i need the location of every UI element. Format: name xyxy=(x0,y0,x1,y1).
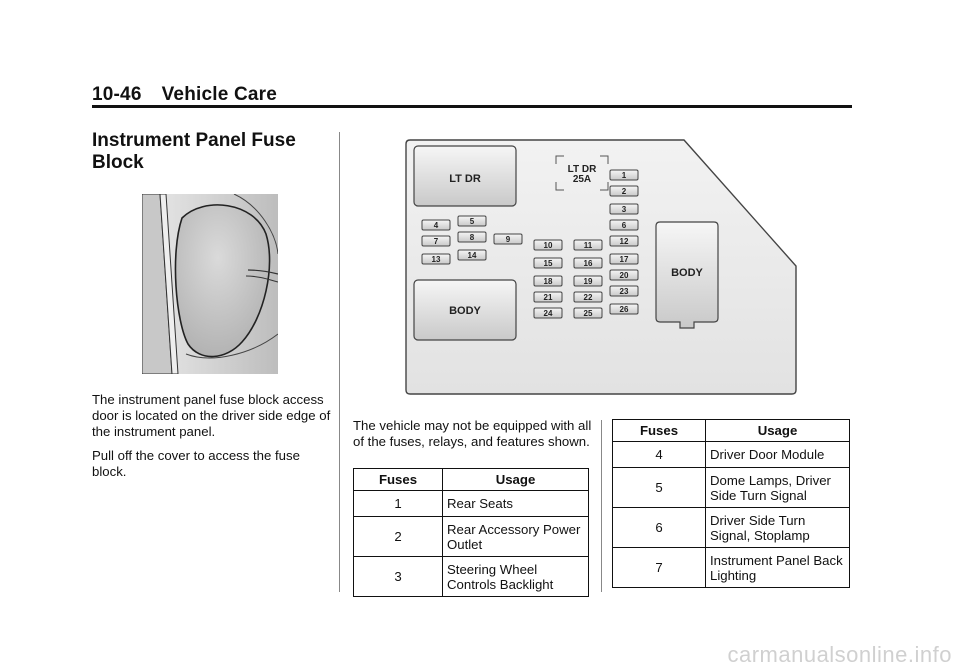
fuse-slot-label: 15 xyxy=(543,259,553,269)
fuse-slot-label: 19 xyxy=(583,277,593,287)
table-row xyxy=(613,468,850,508)
fuse-slot-label: 25 xyxy=(583,309,593,319)
fuse-number: 6 xyxy=(613,508,706,548)
fuse-slot-label: 5 xyxy=(469,217,475,227)
column-header-fuses: Fuses xyxy=(613,420,706,442)
fuse-slot-label: 24 xyxy=(543,309,553,319)
watermark: carmanualsonline.info xyxy=(727,642,952,667)
column-divider xyxy=(601,420,602,592)
fuse-slot-label: 10 xyxy=(543,241,553,251)
fuse-usage: Driver Door Module xyxy=(706,442,850,468)
table-row xyxy=(613,548,850,588)
fuse-slot-label: 12 xyxy=(619,237,629,247)
page-number: 10-46 xyxy=(92,84,142,105)
fuse-usage-table xyxy=(612,419,850,588)
fuse-usage: Rear Seats xyxy=(443,491,589,517)
fuse-slot-label: 26 xyxy=(619,305,629,315)
fuse-slot-label: 16 xyxy=(583,259,593,269)
table-row xyxy=(354,517,589,557)
fuse-usage: Dome Lamps, Driver Side Turn Signal xyxy=(706,468,850,508)
lt-dr-label: LT DR xyxy=(449,173,481,185)
column-divider xyxy=(339,132,340,592)
intro-paragraph: Pull off the cover to access the fuse block. xyxy=(92,448,300,479)
intro-paragraph: The instrument panel fuse block access door is located on the driver side edge of the instrument panel. xyxy=(92,392,331,439)
column-header-fuses: Fuses xyxy=(354,469,443,491)
intro-text xyxy=(92,392,336,488)
table-row xyxy=(613,508,850,548)
fuse-slot-label: 4 xyxy=(433,221,439,231)
fuse-number: 4 xyxy=(613,442,706,468)
table-header-row xyxy=(354,469,589,491)
fuse-slot-label: 7 xyxy=(433,237,439,247)
column-header-usage: Usage xyxy=(706,420,850,442)
body-label: BODY xyxy=(449,305,481,317)
fuse-slot-label: 20 xyxy=(619,271,629,281)
fuse-access-door-illustration xyxy=(142,194,278,374)
section-name: Vehicle Care xyxy=(161,84,278,105)
fuse-slot-label: 18 xyxy=(543,277,553,287)
table-row xyxy=(613,442,850,468)
table-row xyxy=(354,557,589,597)
lt-dr-25a-label: 25A xyxy=(572,174,592,185)
fuse-slot-label: 11 xyxy=(583,241,593,251)
lt-dr-25a-label: LT DR xyxy=(567,164,597,175)
column-header-usage: Usage xyxy=(443,469,589,491)
fuse-usage-table xyxy=(353,468,589,597)
fuse-slot-label: 3 xyxy=(621,205,627,215)
fuse-number: 3 xyxy=(354,557,443,597)
fuse-slot-label: 2 xyxy=(621,187,627,197)
fuse-number: 2 xyxy=(354,517,443,557)
fuse-usage: Rear Accessory Power Outlet xyxy=(443,517,589,557)
fuse-number: 7 xyxy=(613,548,706,588)
fuse-slot-label: 6 xyxy=(621,221,627,231)
fuse-slot-label: 23 xyxy=(619,287,629,297)
fuse-slot-label: 8 xyxy=(469,233,475,243)
equipment-note: The vehicle may not be equipped with all of the fuses, relays, and features shown. xyxy=(353,418,592,449)
fuse-slot-label: 14 xyxy=(467,251,477,261)
body-label: BODY xyxy=(671,267,703,279)
fuse-slot-label: 17 xyxy=(619,255,629,265)
header-rule xyxy=(92,105,852,108)
fuse-slot-label: 13 xyxy=(431,255,441,265)
fuse-number: 5 xyxy=(613,468,706,508)
fuse-slot-label: 9 xyxy=(505,235,511,245)
fuse-block-diagram xyxy=(404,138,798,396)
fuse-slot-label: 1 xyxy=(621,171,627,181)
fuse-usage: Steering Wheel Controls Backlight xyxy=(443,557,589,597)
page-header xyxy=(92,84,277,106)
fuse-number: 1 xyxy=(354,491,443,517)
section-title: Instrument Panel Fuse Block xyxy=(92,130,296,173)
table-row xyxy=(354,491,589,517)
table-header-row xyxy=(613,420,850,442)
fuse-slot-label: 21 xyxy=(543,293,553,303)
fuse-slot-label: 22 xyxy=(583,293,593,303)
fuse-usage: Instrument Panel Back Lighting xyxy=(706,548,850,588)
fuse-usage: Driver Side Turn Signal, Stoplamp xyxy=(706,508,850,548)
